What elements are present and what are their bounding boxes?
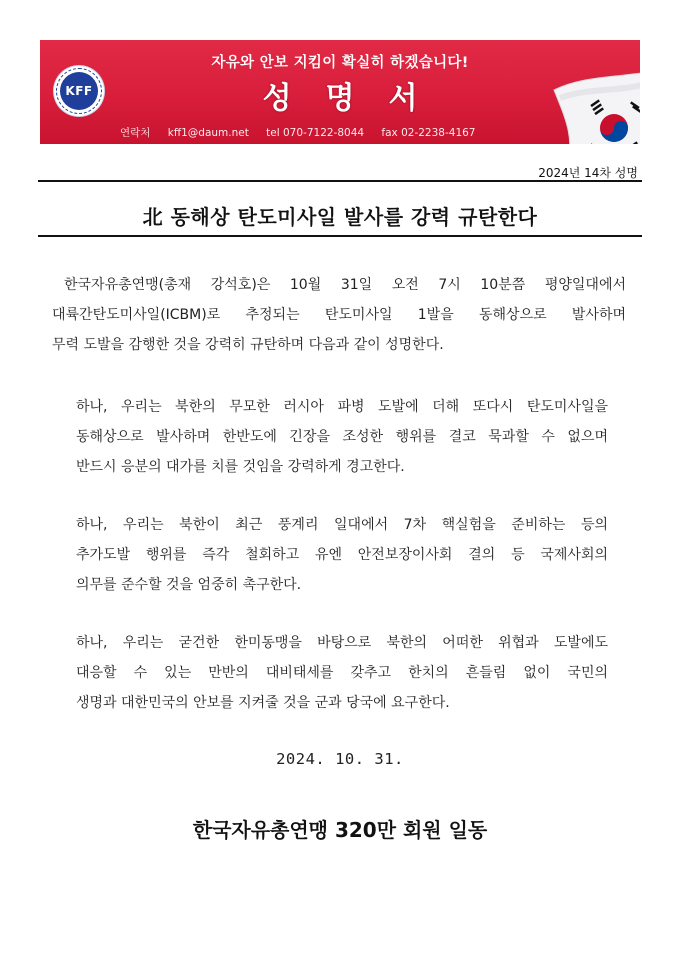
resolution-line: 대응할 수 있는 만반의 대비태세를 갖추고 한치의 흔들림 없이 국민의 [76, 665, 608, 681]
statement-date: 2024. 10. 31. [276, 750, 404, 768]
header-banner [40, 40, 640, 144]
resolution-1 [76, 392, 608, 482]
top-divider [38, 180, 642, 182]
headline-divider [38, 235, 642, 237]
resolution-line: 동해상으로 발사하며 한반도에 긴장을 조성한 행위를 결코 묵과할 수 없으며 [76, 429, 608, 445]
contact-fax: fax 02-2238-4167 [381, 127, 476, 139]
resolution-line: 하나, 우리는 굳건한 한미동맹을 바탕으로 북한의 어떠한 위협과 도발에도 [76, 635, 608, 651]
resolution-line: 하나, 우리는 북한의 무모한 러시아 파병 도발에 더해 또다시 탄도미사일을 [76, 399, 608, 415]
statement-headline: 北 동해상 탄도미사일 발사를 강력 규탄한다 [142, 205, 538, 229]
resolution-line: 반드시 응분의 대가를 치를 것임을 강력하게 경고한다. [76, 459, 405, 475]
contact-email: kff1@daum.net [167, 127, 249, 139]
statement-signature: 한국자유총연맹 320만 회원 일동 [192, 818, 488, 842]
banner-title: 성명서 [262, 81, 452, 116]
statement-number: 2024년 14차 성명 [538, 166, 638, 180]
logo-text: KFF [60, 72, 98, 110]
intro-line: 대륙간탄도미사일(ICBM)로 추정되는 탄도미사일 1발을 동해상으로 발사하며 [52, 307, 626, 323]
intro-paragraph [52, 270, 626, 360]
contact-tel: tel 070-7122-8044 [266, 127, 365, 139]
resolution-3 [76, 628, 608, 718]
banner-slogan: 자유와 안보 지킴이 확실히 하겠습니다! [211, 55, 469, 71]
resolution-line: 하나, 우리는 북한이 최근 풍계리 일대에서 7차 핵실험을 준비하는 등의 [76, 517, 608, 533]
intro-line: 무력 도발을 감행한 것을 강력히 규탄하며 다음과 같이 성명한다. [52, 337, 444, 353]
resolution-line: 추가도발 행위를 즉각 철회하고 유엔 안전보장이사회 결의 등 국제사회의 [76, 547, 608, 563]
intro-line: 한국자유총연맹(총재 강석호)은 10월 31일 오전 7시 10분쯤 평양일대에서 [64, 277, 626, 293]
korean-flag-icon [546, 70, 640, 144]
resolution-line: 의무를 준수할 것을 엄중히 촉구한다. [76, 577, 302, 593]
contact-label: 연락처 [120, 127, 151, 139]
resolution-2 [76, 510, 608, 600]
resolution-line: 생명과 대한민국의 안보를 지켜줄 것을 군과 당국에 요구한다. [76, 695, 450, 711]
contact-info [120, 125, 490, 140]
